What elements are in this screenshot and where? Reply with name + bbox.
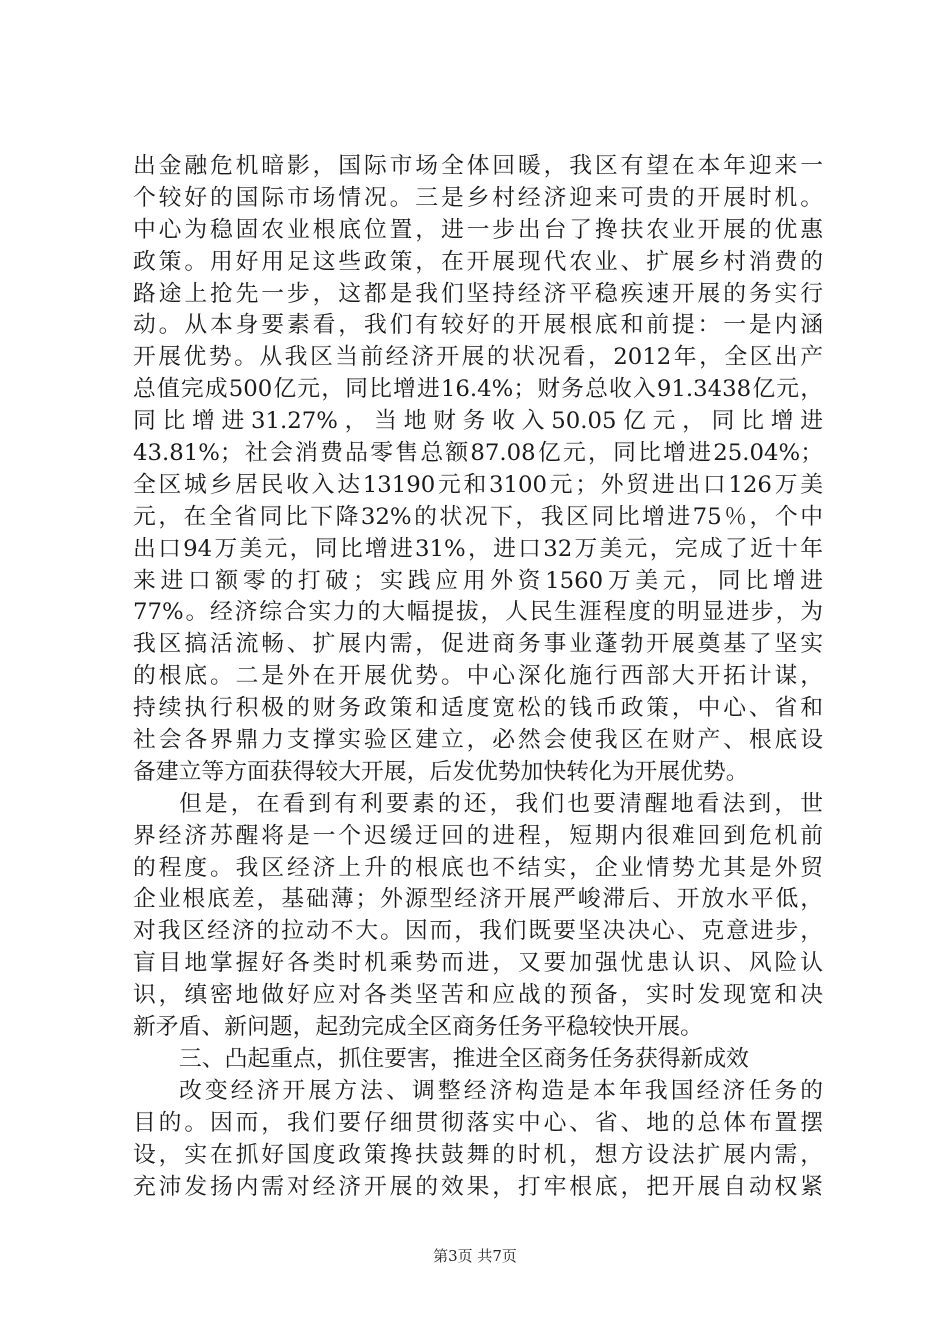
text-line: 三、凸起重点，抓住要害，推进全区商务任务获得新成效 [179, 1045, 749, 1072]
text-line: 充沛发扬内需对经济开展的效果，打牢根底，把开展自动权紧 [133, 1173, 823, 1200]
text-line: 77%。经济综合实力的大幅提拔，人民生涯程度的明显进步，为 [133, 599, 823, 626]
text-line: 同比增进31.27%，当地财务收入50.05亿元，同比增进 [133, 408, 823, 435]
text-line: 界经济苏醒将是一个迟缓迂回的进程，短期内很难回到危机前 [133, 822, 823, 849]
page-footer: 第3页 共7页 [433, 1247, 517, 1265]
document-body [133, 151, 823, 1203]
text-line: 对我区经济的拉动不大。因而，我们既要坚决决心、克意进步， [133, 918, 823, 945]
text-line: 目的。因而，我们要仔细贯彻落实中心、省、地的总体布置摆 [133, 1109, 823, 1136]
text-line: 动。从本身要素看，我们有较好的开展根底和前提：一是内涵 [133, 312, 823, 339]
text-line: 元，在全省同比下降32%的状况下，我区同比增进75％，个中 [133, 503, 823, 530]
text-line: 识，缜密地做好应对各类坚苦和应战的预备，实时发现宽和决 [133, 982, 823, 1009]
text-line: 来进口额零的打破；实践应用外资1560万美元，同比增进 [133, 567, 823, 594]
text-line: 开展优势。从我区当前经济开展的状况看，2012年，全区出产 [133, 344, 823, 371]
text-line: 设，实在抓好国度政策搀扶鼓舞的时机，想方设法扩展内需， [133, 1141, 823, 1168]
text-line: 但是，在看到有利要素的还，我们也要清醒地看法到，世 [179, 790, 823, 817]
text-line: 路途上抢先一步，这都是我们坚持经济平稳疾速开展的务实行 [133, 280, 823, 307]
text-line: 中心为稳固农业根底位置，进一步出台了搀扶农业开展的优惠 [133, 216, 823, 243]
text-line: 企业根底差，基础薄；外源型经济开展严峻滞后、开放水平低， [133, 886, 823, 913]
text-line: 社会各界鼎力支撑实验区建立，必然会使我区在财产、根底设 [133, 727, 823, 754]
text-line: 的根底。二是外在开展优势。中心深化施行西部大开拓计谋， [133, 663, 823, 690]
text-line: 43.81%；社会消费品零售总额87.08亿元，同比增进25.04%； [133, 440, 823, 467]
text-line: 持续执行积极的财务政策和适度宽松的钱币政策，中心、省和 [133, 695, 823, 722]
text-line: 出口94万美元，同比增进31%，进口32万美元，完成了近十年 [133, 535, 823, 562]
text-line: 政策。用好用足这些政策，在开展现代农业、扩展乡村消费的 [133, 248, 823, 275]
text-line: 出金融危机暗影，国际市场全体回暖，我区有望在本年迎来一 [133, 153, 823, 179]
text-line: 改变经济开展方法、调整经济构造是本年我国经济任务的 [179, 1077, 823, 1104]
text-line: 个较好的国际市场情况。三是乡村经济迎来可贵的开展时机。 [133, 184, 823, 211]
text-line: 的程度。我区经济上升的根底也不结实，企业情势尤其是外贸 [133, 854, 823, 881]
text-line: 新矛盾、新问题，起劲完成全区商务任务平稳较快开展。 [133, 1014, 703, 1041]
text-line: 全区城乡居民收入达13190元和3100元；外贸进出口126万美 [133, 471, 823, 498]
text-line: 我区搞活流畅、扩展内需，促进商务事业蓬勃开展奠基了坚实 [133, 631, 823, 658]
text-line: 总值完成500亿元，同比增进16.4%；财务总收入91.3438亿元， [133, 376, 823, 403]
text-line: 盲目地掌握好各类时机乘势而进，又要加强忧患认识、风险认 [133, 950, 823, 977]
text-line: 备建立等方面获得较大开展，后发优势加快转化为开展优势。 [133, 758, 749, 785]
